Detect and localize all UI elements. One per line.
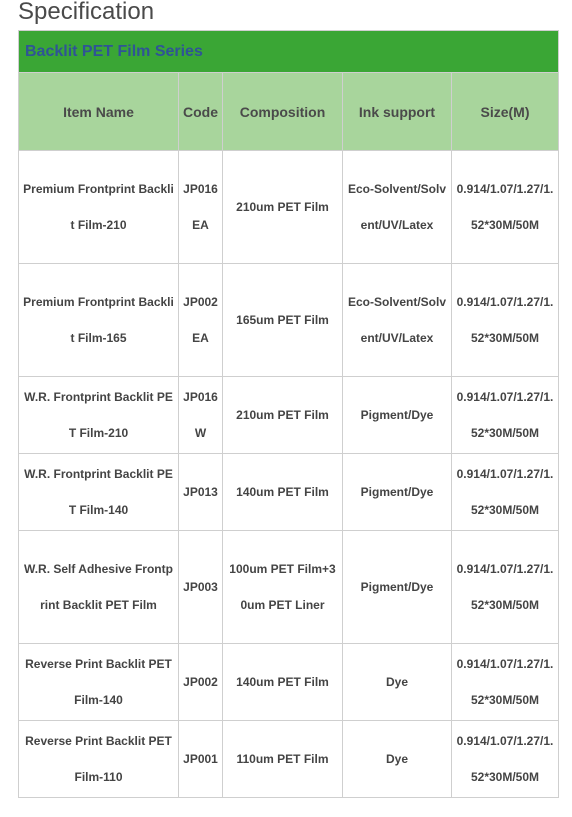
cell-item-name: Premium Frontprint Backlit Film-165 (19, 264, 179, 377)
table-row (19, 531, 559, 644)
page-title: Specification (18, 0, 155, 25)
cell-item-name: Premium Frontprint Backlit Film-210 (19, 151, 179, 264)
table-row (19, 721, 559, 798)
column-header-row (19, 73, 559, 151)
series-title: Backlit PET Film Series (19, 31, 559, 73)
cell-item-name: Reverse Print Backlit PET Film-140 (19, 644, 179, 721)
cell-size: 0.914/1.07/1.27/1.52*30M/50M (452, 377, 559, 454)
cell-ink-support: Pigment/Dye (343, 531, 452, 644)
cell-composition: 210um PET Film (223, 151, 343, 264)
cell-code: JP016W (179, 377, 223, 454)
table-row (19, 264, 559, 377)
cell-item-name: W.R. Self Adhesive Frontprint Backlit PET Film (19, 531, 179, 644)
spec-table (18, 30, 559, 798)
column-header-code: Code (179, 73, 223, 151)
cell-code: JP002 (179, 644, 223, 721)
table-row (19, 644, 559, 721)
cell-ink-support: Eco-Solvent/Solvent/UV/Latex (343, 264, 452, 377)
cell-ink-support: Pigment/Dye (343, 377, 452, 454)
cell-composition: 165um PET Film (223, 264, 343, 377)
cell-code: JP002EA (179, 264, 223, 377)
column-header-item-name: Item Name (19, 73, 179, 151)
cell-size: 0.914/1.07/1.27/1.52*30M/50M (452, 151, 559, 264)
cell-code: JP003 (179, 531, 223, 644)
cell-size: 0.914/1.07/1.27/1.52*30M/50M (452, 721, 559, 798)
cell-ink-support: Dye (343, 721, 452, 798)
cell-item-name: W.R. Frontprint Backlit PET Film-140 (19, 454, 179, 531)
cell-composition: 110um PET Film (223, 721, 343, 798)
series-header-row (19, 31, 559, 73)
table-row (19, 151, 559, 264)
column-header-ink-support: Ink support (343, 73, 452, 151)
column-header-composition: Composition (223, 73, 343, 151)
cell-size: 0.914/1.07/1.27/1.52*30M/50M (452, 644, 559, 721)
cell-size: 0.914/1.07/1.27/1.52*30M/50M (452, 264, 559, 377)
cell-ink-support: Pigment/Dye (343, 454, 452, 531)
cell-ink-support: Dye (343, 644, 452, 721)
cell-item-name: W.R. Frontprint Backlit PET Film-210 (19, 377, 179, 454)
cell-code: JP001 (179, 721, 223, 798)
cell-item-name: Reverse Print Backlit PET Film-110 (19, 721, 179, 798)
cell-composition: 140um PET Film (223, 644, 343, 721)
table-row (19, 454, 559, 531)
cell-size: 0.914/1.07/1.27/1.52*30M/50M (452, 454, 559, 531)
cell-code: JP013 (179, 454, 223, 531)
table-row (19, 377, 559, 454)
cell-size: 0.914/1.07/1.27/1.52*30M/50M (452, 531, 559, 644)
cell-ink-support: Eco-Solvent/Solvent/UV/Latex (343, 151, 452, 264)
cell-composition: 140um PET Film (223, 454, 343, 531)
cell-code: JP016EA (179, 151, 223, 264)
cell-composition: 100um PET Film+30um PET Liner (223, 531, 343, 644)
cell-composition: 210um PET Film (223, 377, 343, 454)
column-header-size: Size(M) (452, 73, 559, 151)
